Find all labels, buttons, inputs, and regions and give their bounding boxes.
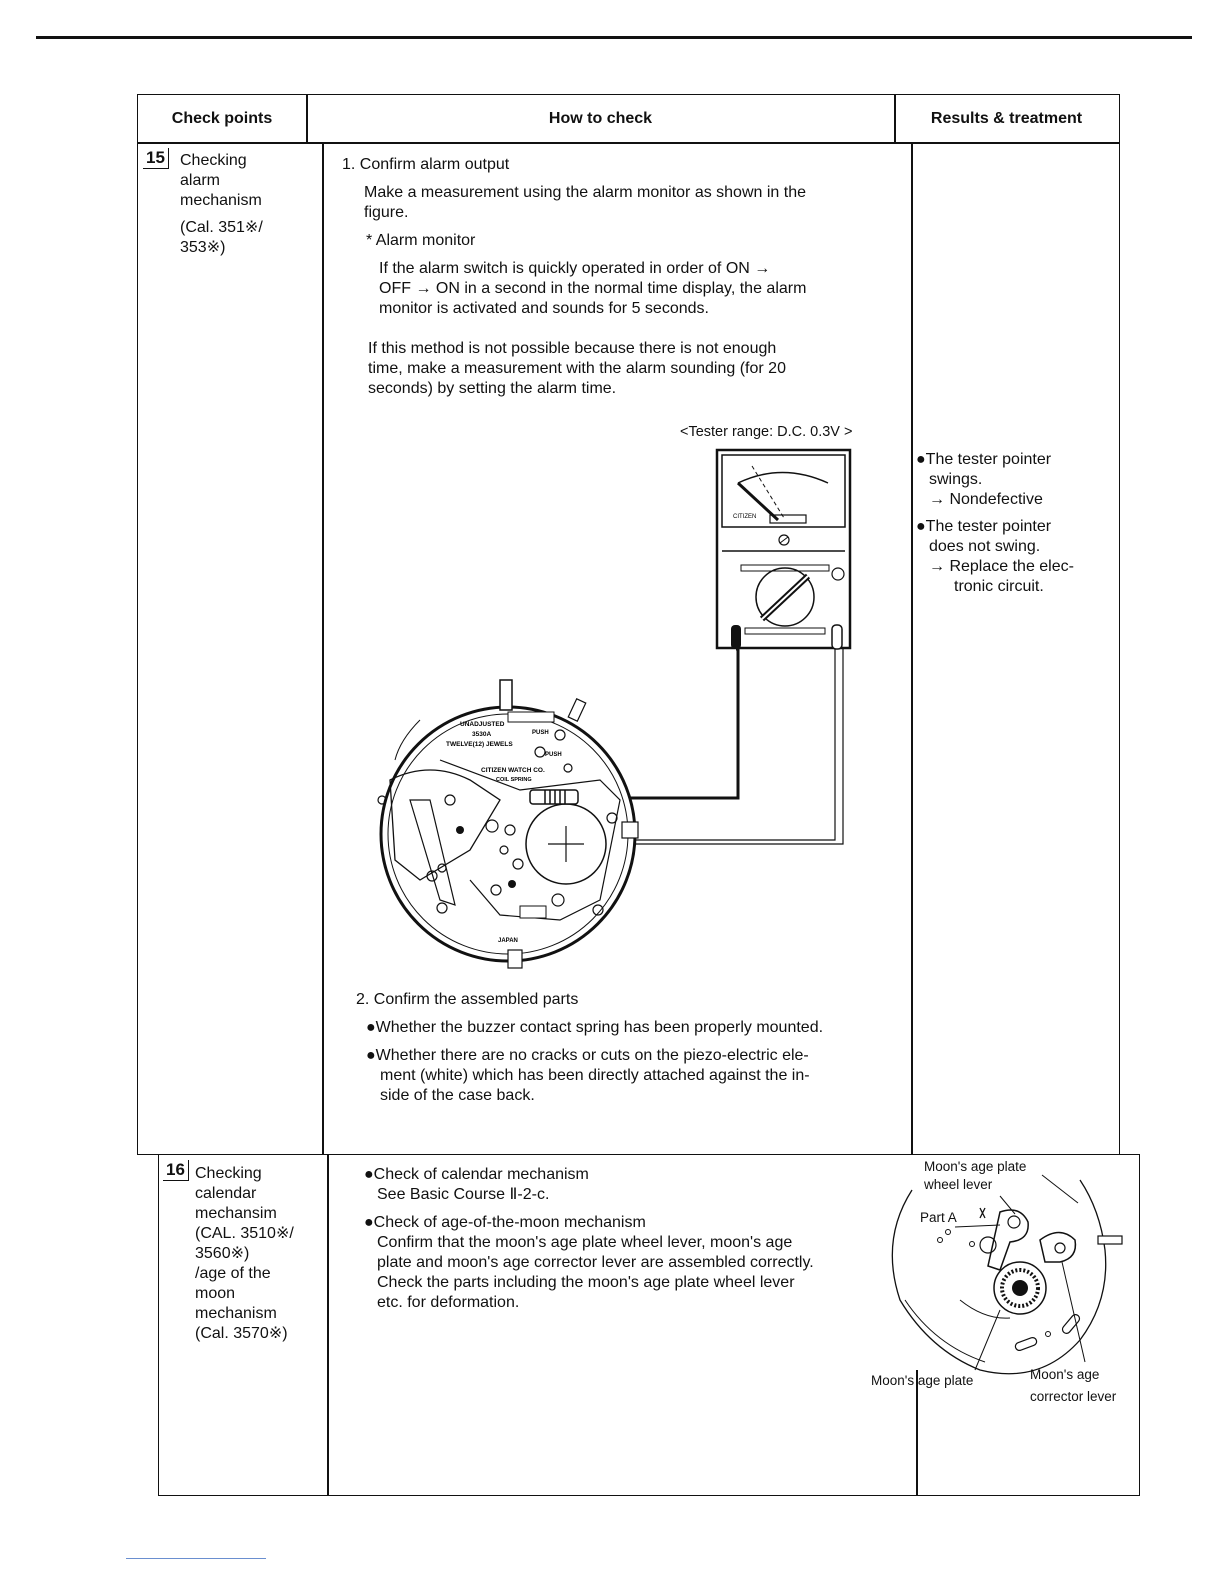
movement-coil: COIL SPRING — [496, 777, 532, 783]
moon-age-corrector-lever — [1040, 1233, 1075, 1263]
movement-caliber: 3530A — [472, 731, 492, 738]
item-number-15: 15 — [143, 148, 169, 169]
alarm-monitor-label: * Alarm monitor — [366, 232, 476, 249]
step2-bullet-2: ●Whether there are no cracks or cuts on the piezo-electric ele- ment (white) which has been directly attached against the in- side of the case back. — [366, 1047, 810, 1104]
step1-title: 1. Confirm alarm output — [342, 156, 510, 173]
movement-jewels: TWELVE(12) JEWELS — [446, 741, 513, 748]
label-part-a: Part A — [920, 1210, 957, 1225]
movement-japan: JAPAN — [498, 938, 518, 944]
result-no-swing: ●The tester pointer does not swing. → Replace the elec- tronic circuit. — [916, 518, 1074, 595]
movement-push-2: PUSH — [545, 752, 562, 758]
meter-brand-text: CITIZEN — [733, 514, 757, 520]
alarm-monitor-text: If the alarm switch is quickly operated in order of ON → OFF → ON in a second in the normal time display, the alarm monitor is activated and sounds for 5 seconds. — [379, 260, 807, 317]
movement-unadjusted: UNADJUSTED — [460, 721, 505, 728]
alternative-text: If this method is not possible because there is not enough time, make a measurement with the alarm sounding (for 20 seconds) by setting the alarm time. — [368, 340, 786, 397]
header-check-points: Check points — [171, 110, 273, 127]
header-results: Results & treatment — [930, 110, 1083, 127]
result-swings: ●The tester pointer swings. → Nondefective — [916, 451, 1052, 508]
tester-range: <Tester range: D.C. 0.3V > — [680, 424, 853, 440]
label-wheel-lever: Moon's age plate wheel lever — [924, 1159, 1027, 1192]
movement-company: CITIZEN WATCH CO. — [481, 767, 545, 774]
moon-check-title: ●Check of age-of-the-moon mechanism — [364, 1214, 646, 1231]
step2-bullet-1: ●Whether the buzzer contact spring has been properly mounted. — [366, 1019, 824, 1036]
step1-text: Make a measurement using the alarm monitor as shown in the figure. — [364, 184, 806, 221]
label-corrector-lever: Moon's age corrector lever — [1030, 1367, 1117, 1404]
caliber-15: (Cal. 351※/ 353※) — [180, 219, 263, 256]
check-point-15: Checking alarm mechanism — [180, 152, 262, 209]
movement-push-1: PUSH — [532, 730, 549, 736]
moon-check-text: Confirm that the moon's age plate wheel lever, moon's age plate and moon's age corrector lever are assembled correctly. Check the parts including the moon's age plate wheel lever etc. for deformation. — [377, 1234, 814, 1311]
step2-title: 2. Confirm the assembled parts — [356, 991, 579, 1008]
label-moon-plate: Moon's age plate — [871, 1373, 974, 1388]
item-number-16: 16 — [163, 1160, 189, 1181]
calendar-check-text: See Basic Course Ⅱ-2-c. — [377, 1186, 550, 1203]
check-point-16: Checking calendar mechansim (CAL. 3510※/ 3560※) /age of the moon mechanism (Cal. 3570※) — [195, 1165, 294, 1342]
calendar-check-title: ●Check of calendar mechanism — [364, 1166, 589, 1183]
header-how-to-check: How to check — [548, 110, 653, 127]
